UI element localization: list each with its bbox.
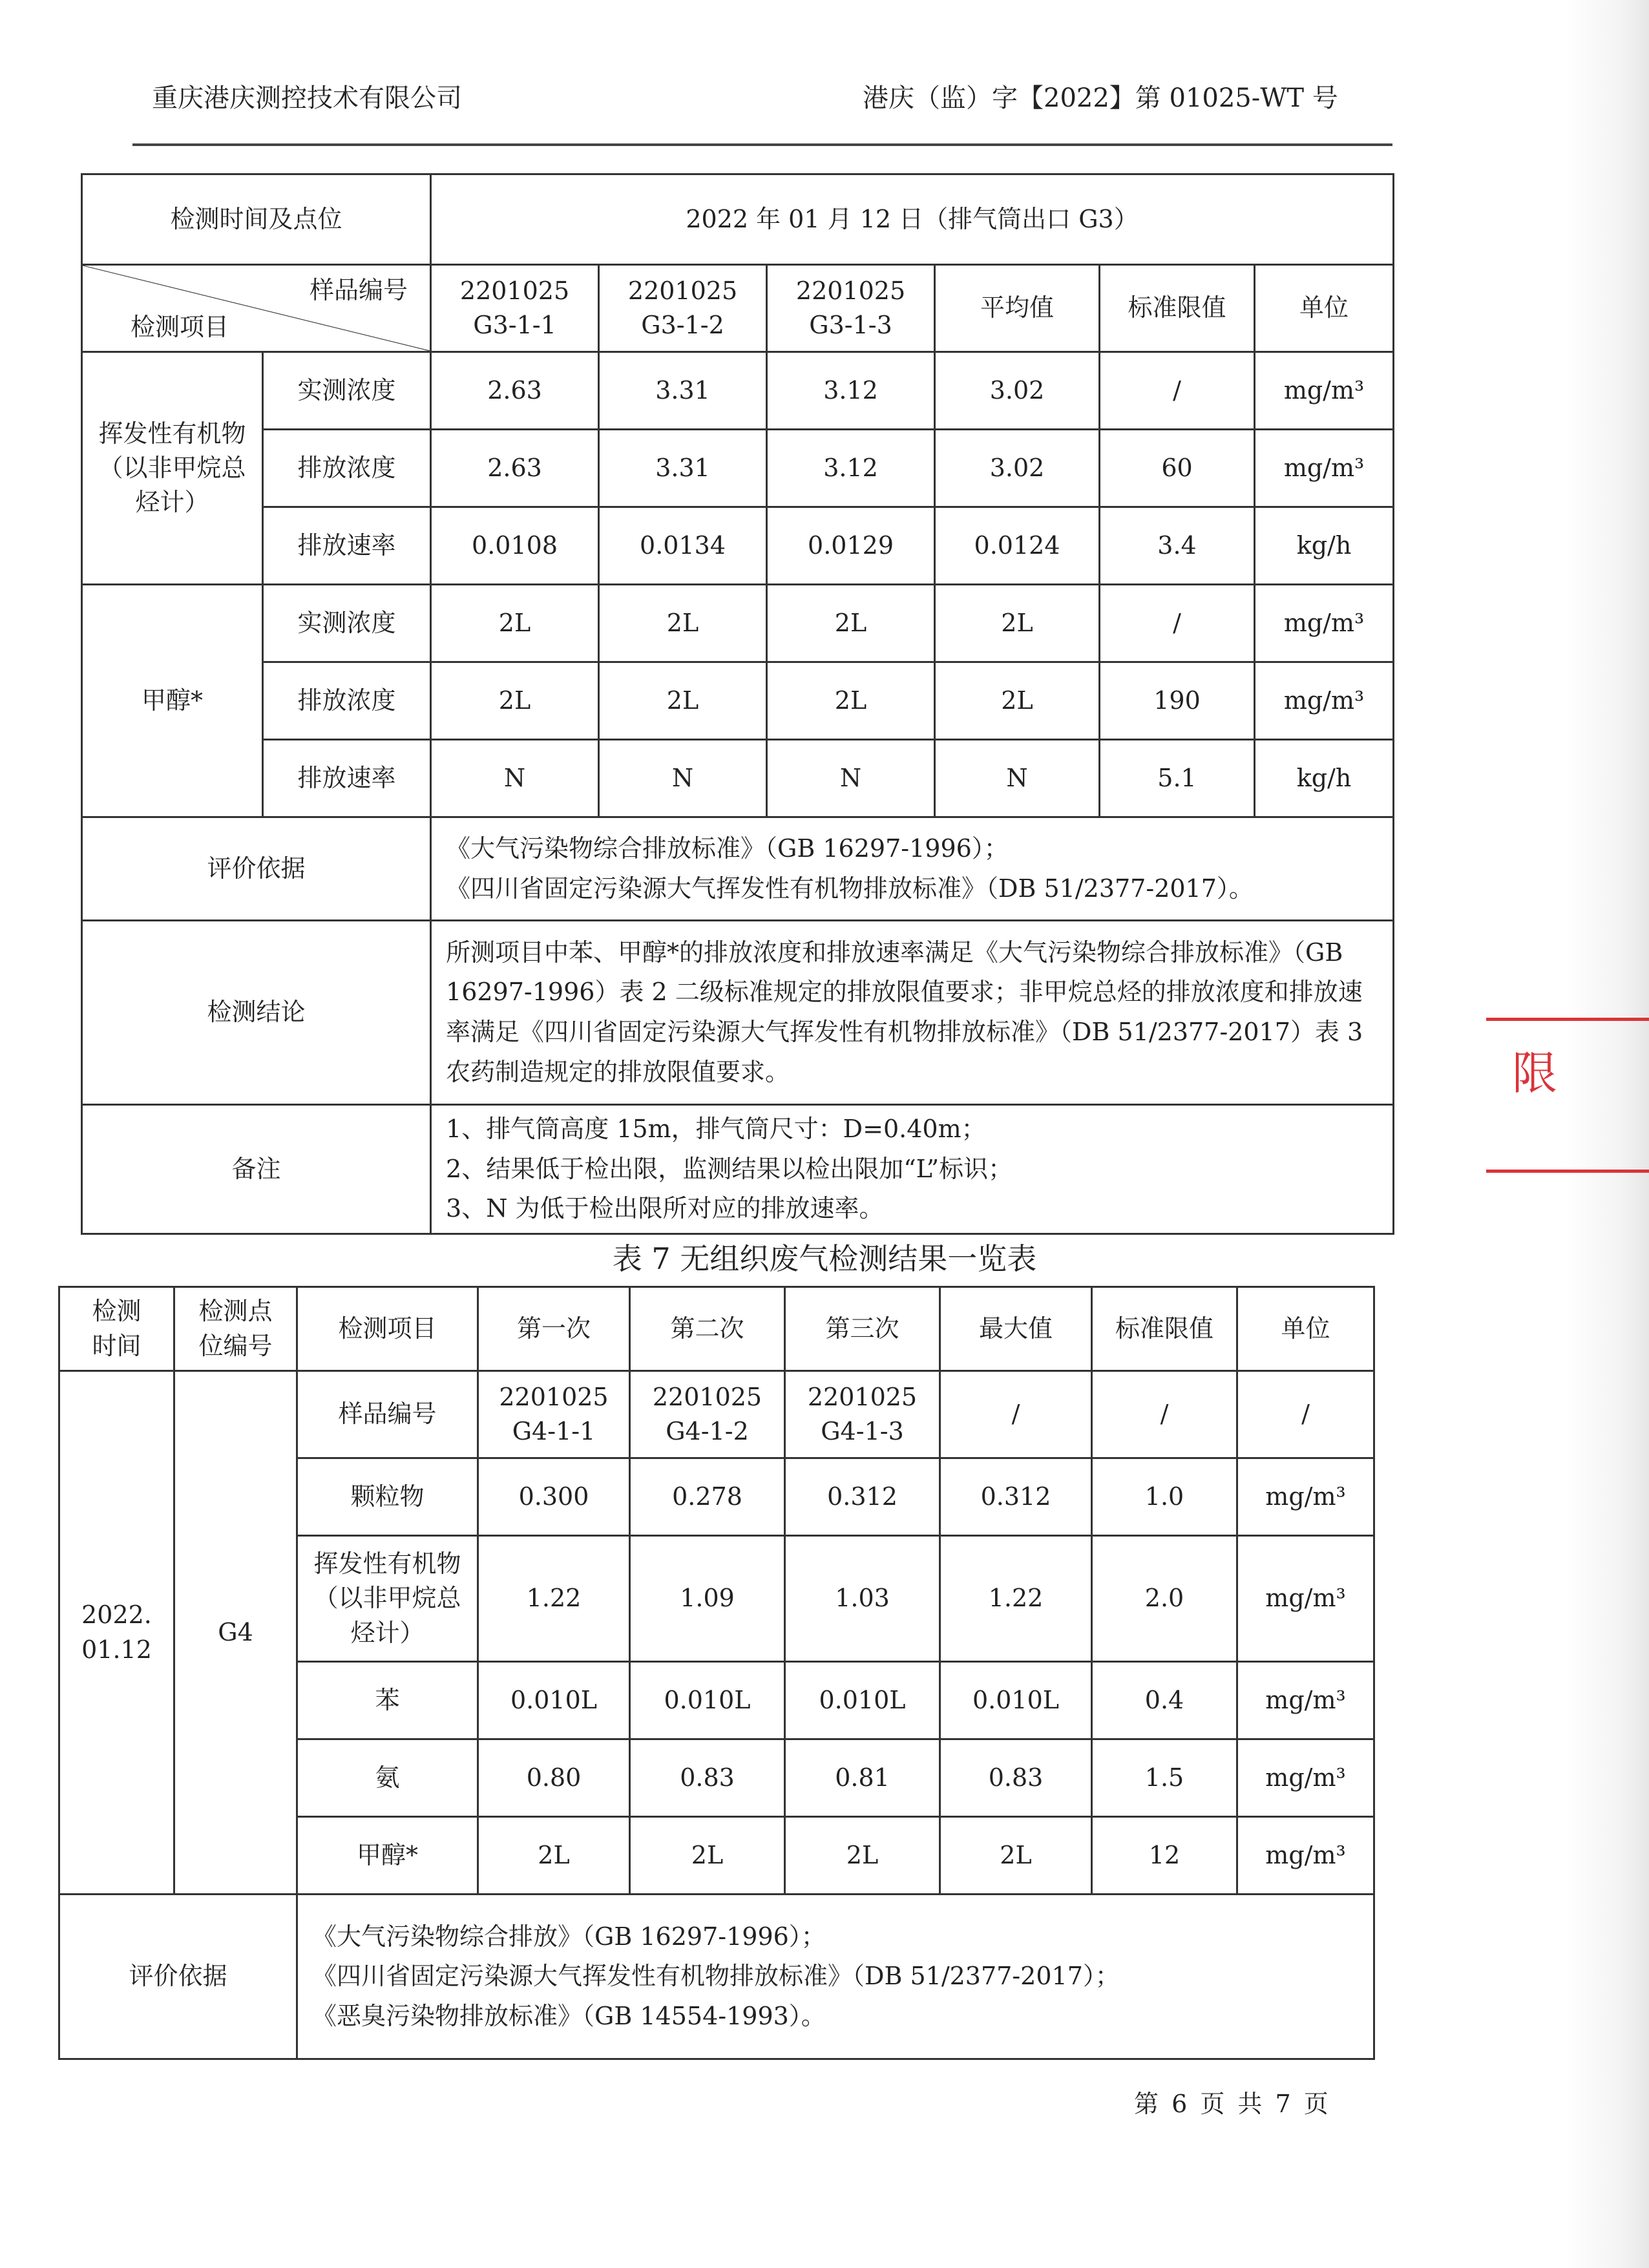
cell: 2201025 G4-1-3 (785, 1371, 940, 1458)
table7-caption: 表 7 无组织废气检测结果一览表 (612, 1241, 1037, 1276)
row-sub: 排放浓度 (263, 430, 431, 507)
cell: N (431, 740, 599, 817)
head-point: 检测点 位编号 (174, 1287, 297, 1371)
unit-cell: / (1237, 1371, 1374, 1458)
cell: 2.63 (431, 430, 599, 507)
cell: 2L (599, 662, 767, 740)
cell: 0.0129 (767, 507, 935, 585)
cell: 1.5 (1092, 1739, 1237, 1817)
cell: 2.0 (1092, 1536, 1237, 1662)
unit-cell: mg/m³ (1237, 1458, 1374, 1536)
head-first: 第一次 (478, 1287, 630, 1371)
cell: 0.81 (785, 1739, 940, 1817)
diagonal-header-cell (82, 265, 431, 352)
cell: 2L (767, 662, 935, 740)
cell: 1.03 (785, 1536, 940, 1662)
basis-label: 评价依据 (59, 1895, 297, 2059)
cell: 3.02 (935, 352, 1100, 430)
cell: 12 (1092, 1817, 1237, 1895)
cell: 3.12 (767, 430, 935, 507)
col-head: 平均值 (935, 265, 1100, 352)
cell: / (1100, 352, 1255, 430)
cell: 5.1 (1100, 740, 1255, 817)
head-limit: 标准限值 (1092, 1287, 1237, 1371)
cell: 1.22 (478, 1536, 630, 1662)
unit-cell: mg/m³ (1237, 1817, 1374, 1895)
cell: 2L (785, 1817, 940, 1895)
cell: 0.300 (478, 1458, 630, 1536)
sampling-point: G4 (174, 1371, 297, 1895)
cell: N (599, 740, 767, 817)
cell: N (767, 740, 935, 817)
head-third: 第三次 (785, 1287, 940, 1371)
row-item: 挥发性有机物（以非甲烷总烃计） (297, 1536, 478, 1662)
cell: 0.312 (785, 1458, 940, 1536)
cell: 0.80 (478, 1739, 630, 1817)
basis-text: 《大气污染物综合排放》（GB 16297-1996）； 《四川省固定污染源大气挥发性有机物排放标准》（DB 51/2377-2017）； 《恶臭污染物排放标准》（GB 14554-1993）。 (297, 1895, 1374, 2059)
unit-cell: mg/m³ (1237, 1662, 1374, 1739)
cell: 2L (935, 662, 1100, 740)
col-head: 2201025 G3-1-2 (599, 265, 767, 352)
unit-cell: kg/h (1255, 507, 1394, 585)
row-sub: 实测浓度 (263, 585, 431, 662)
page-footer: 第 6 页 共 7 页 (1134, 2090, 1331, 2118)
row-item: 氨 (297, 1739, 478, 1817)
cell: 1.22 (940, 1536, 1092, 1662)
cell: 0.278 (630, 1458, 785, 1536)
unit-cell: mg/m³ (1255, 662, 1394, 740)
cell: 0.4 (1092, 1662, 1237, 1739)
cell: 2L (630, 1817, 785, 1895)
seal-text: 限 (1512, 1047, 1557, 1100)
row-sub: 排放速率 (263, 507, 431, 585)
head-item: 检测项目 (297, 1287, 478, 1371)
group-name-methanol: 甲醇* (82, 585, 263, 817)
cell: 2L (431, 662, 599, 740)
conclusion-text: 所测项目中苯、甲醇*的排放浓度和排放速率满足《大气污染物综合排放标准》（GB 16297-1996）表 2 二级标准规定的排放限值要求；非甲烷总烃的排放浓度和排放速率满足《四川省固定污染源大气挥发性有机物排放标准》（DB 51/2377-2017）表 3 农药制造规定的排放限值要求。 (431, 921, 1394, 1105)
cell: 2L (767, 585, 935, 662)
cell: 2L (940, 1817, 1092, 1895)
head-time: 检测 时间 (59, 1287, 174, 1371)
cell: 2L (599, 585, 767, 662)
cell: N (935, 740, 1100, 817)
cell: 0.010L (630, 1662, 785, 1739)
unit-cell: mg/m³ (1237, 1739, 1374, 1817)
header-rule (132, 143, 1392, 146)
remarks-label: 备注 (82, 1105, 431, 1234)
diag-label-sample-no: 样品编号 (310, 276, 408, 304)
sampling-date: 2022. 01.12 (59, 1371, 174, 1895)
row-sub: 排放速率 (263, 740, 431, 817)
cell: 1.09 (630, 1536, 785, 1662)
cell: 190 (1100, 662, 1255, 740)
cell: 60 (1100, 430, 1255, 507)
group-name-nmhc: 挥发性有机物（以非甲烷总烃计） (82, 352, 263, 585)
table7-fugitive-emission (58, 1286, 1375, 2060)
col-head: 2201025 G3-1-1 (431, 265, 599, 352)
company-name: 重庆港庆测控技术有限公司 (152, 83, 462, 113)
cell: 3.31 (599, 430, 767, 507)
head-max: 最大值 (940, 1287, 1092, 1371)
unit-cell: mg/m³ (1255, 352, 1394, 430)
cell: 3.4 (1100, 507, 1255, 585)
diag-label-item: 检测项目 (131, 312, 229, 341)
remarks-text: 1、排气筒高度 15m，排气筒尺寸：D=0.40m； 2、结果低于检出限，监测结果以检出限加“L”标识； 3、N 为低于检出限所对应的排放速率。 (431, 1105, 1394, 1234)
cell: 0.0124 (935, 507, 1100, 585)
head-second: 第二次 (630, 1287, 785, 1371)
cell: 2.63 (431, 352, 599, 430)
cell: 2L (935, 585, 1100, 662)
cell: 0.010L (940, 1662, 1092, 1739)
unit-cell: kg/h (1255, 740, 1394, 817)
col-head: 标准限值 (1100, 265, 1255, 352)
cell: / (1092, 1371, 1237, 1458)
cell: 1.0 (1092, 1458, 1237, 1536)
time-point-label: 检测时间及点位 (82, 174, 431, 265)
cell: 2201025 G4-1-1 (478, 1371, 630, 1458)
cell: 3.02 (935, 430, 1100, 507)
cell: 0.312 (940, 1458, 1092, 1536)
unit-cell: mg/m³ (1237, 1536, 1374, 1662)
row-item: 甲醇* (297, 1817, 478, 1895)
cell: / (940, 1371, 1092, 1458)
cell: 2L (478, 1817, 630, 1895)
cell: 0.0134 (599, 507, 767, 585)
head-unit: 单位 (1237, 1287, 1374, 1371)
cell: 0.010L (478, 1662, 630, 1739)
time-point-value: 2022 年 01 月 12 日（排气筒出口 G3） (431, 174, 1394, 265)
row-item: 样品编号 (297, 1371, 478, 1458)
basis-label: 评价依据 (82, 817, 431, 921)
cell: / (1100, 585, 1255, 662)
cell: 3.12 (767, 352, 935, 430)
red-seal-fragment (1486, 1018, 1649, 1173)
cell: 0.010L (785, 1662, 940, 1739)
col-head: 单位 (1255, 265, 1394, 352)
cell: 0.0108 (431, 507, 599, 585)
table6-organized-emission (81, 173, 1394, 1235)
unit-cell: mg/m³ (1255, 585, 1394, 662)
row-item: 苯 (297, 1662, 478, 1739)
basis-text: 《大气污染物综合排放标准》（GB 16297-1996）； 《四川省固定污染源大气挥发性有机物排放标准》（DB 51/2377-2017）。 (431, 817, 1394, 921)
row-sub: 实测浓度 (263, 352, 431, 430)
cell: 0.83 (940, 1739, 1092, 1817)
report-number: 港庆（监）字【2022】第 01025-WT 号 (863, 83, 1338, 113)
row-item: 颗粒物 (297, 1458, 478, 1536)
cell: 2201025 G4-1-2 (630, 1371, 785, 1458)
unit-cell: mg/m³ (1255, 430, 1394, 507)
cell: 0.83 (630, 1739, 785, 1817)
cell: 2L (431, 585, 599, 662)
row-sub: 排放浓度 (263, 662, 431, 740)
cell: 3.31 (599, 352, 767, 430)
col-head: 2201025 G3-1-3 (767, 265, 935, 352)
conclusion-label: 检测结论 (82, 921, 431, 1105)
